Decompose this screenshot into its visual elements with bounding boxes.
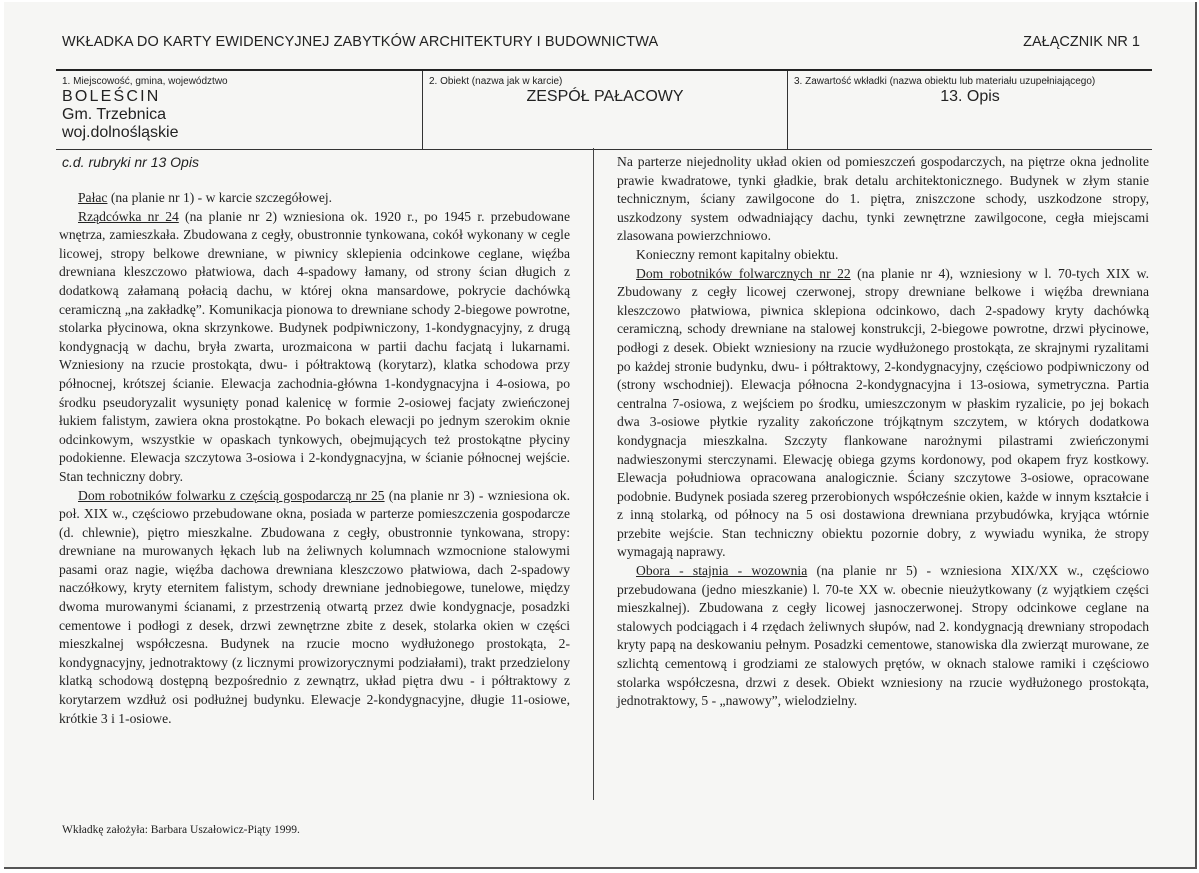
paragraph-workers-house-25 (59, 487, 570, 729)
form-title: WKŁADKA DO KARTY EWIDENCYJNEJ ZABYTKÓW ARCHITEKTURY I BUDOWNICTWA (62, 34, 659, 50)
paragraph-barn (617, 562, 1149, 711)
right-column (617, 153, 1149, 711)
town-name: BOLEŚCIN (62, 88, 161, 105)
continuation-note: c.d. rubryki nr 13 Opis (62, 154, 199, 170)
location-label: 1. Miejscowość, gmina, województwo (62, 76, 228, 87)
paragraph-palace (59, 189, 570, 208)
paragraph-continuation: Na parterze niejednolity układ okien od pomieszczeń gospodarczych, na piętrze okna jednolite prawie kwadratowe, tynki gładkie, brak detalu architektonicznego. Budynek w złym stanie technicznym, ściany zawilgocone do 1. piętra, zniszczone schody, uszkodzone stropy, uszkodzony system odwadniający dachu, tynki zewnętrzne zawilgocone, cegła miejscami zlasowana powierzchniowo. (617, 154, 1149, 244)
author-note: Wkładkę założyła: Barbara Uszałowicz-Piąty 1999. (62, 824, 300, 836)
annex-number: ZAŁĄCZNIK NR 1 (1023, 34, 1140, 50)
left-column (59, 189, 570, 728)
object-label: 2. Obiekt (nazwa jak w karcie) (429, 76, 563, 87)
content-field (787, 71, 1152, 149)
paragraph-text: (na planie nr 2) wzniesiona ok. 1920 r., po 1945 r. przebudowane wnętrza, zamieszkała. Zbudowana z cegły, obustronnie tynkowana, cokół wykonany w cegle licowej, stropy belkowe drewniane, w piwnicy sklepienia odcinkowe ceglane, więźba drewniana kleszczowo płatwiowa, dach 4-spadowy łamany, od strony ścian długich z dodatkową załamaną połacią dachu, w której okna mansardowe, pokrycie dachówką ceramiczną „na zakładkę”. Komunikacja pionowa to drewniane schody 2-biegowe powrotne, stolarka płycinowa, okna skrzynkowe. Budynek podpiwniczony, 1-kondygnacyjny, z drugą kondygnacją w dachu, bryła zwarta, urozmaicona w partii dachu facjatą i lukarnami. Wzniesiony na rzucie prostokąta, dwu- i półtraktową (korytarz), klatka schodowa przy północnej, krótszej ścianie. Elewacja zachodnia-główna 1-kondygnacyjna i 4-osiowa, po środku pseudoryzalit wysunięty ponad kalenicę w formie 2-osiowej facjaty zwieńczonej łukiem falistym, zawiera okna prostokątne. Po bokach elewacji po jednym szerokim oknie odcinkowym, wszystkie w opaskach tynkowych, obejmujących też prostokątne płyciny podokienne. Elewacja szczytowa 3-osiowa i 2-kondygnacyjna, w ścianie północnej wejście. Stan techniczny dobry. (59, 208, 571, 484)
header-fields (56, 69, 1152, 150)
paragraph-title: Pałac (78, 190, 108, 205)
column-divider (593, 148, 594, 800)
paragraph-title: Rządcówka nr 24 (78, 208, 179, 224)
location-field (56, 71, 422, 149)
content-value: 13. Opis (940, 88, 1000, 105)
content-label: 3. Zawartość wkładki (nazwa obiektu lub materiału uzupełniającego) (794, 76, 1096, 87)
object-field (422, 71, 787, 149)
commune-name: Gm. Trzebnica (62, 106, 167, 123)
paragraph-text: (na planie nr 1) - w karcie szczegółowej. (107, 190, 333, 205)
paragraph-title: Dom robotników folwarku z częścią gospodarczą nr 25 (78, 487, 385, 503)
object-name: ZESPÓŁ PAŁACOWY (526, 88, 684, 105)
paragraph-title: Obora - stajnia - wozownia (636, 563, 808, 579)
voivodeship-name: woj.dolnośląskie (62, 124, 179, 141)
insert-card (4, 2, 1197, 869)
paragraph-repair-note: Konieczny remont kapitalny obiektu. (636, 246, 839, 262)
paragraph-steward-house (59, 208, 570, 487)
paragraph-text: (na planie nr 3) - wzniesiona ok. poł. XIX w., częściowo przebudowane okna, posiada w parterze pomieszczenia gospodarcze (d. chlewnie), piętro mieszkalne. Zbudowana z cegły, obustronnie tynkowana, stropy: drewniane na murowanych łękach lub na żeliwnych kolumnach wzmocnione stalowymi pasami oraz nagie, więźba dachowa drewniana kleszczowo płatwiowa, dach 2-spadowy naczółkowy, kryty eternitem falistym, schody drewniane jednobiegowe, tunelowe, między dwoma murowanymi ścianami, z przestrzenią otwartą przez dwie kondygnacje, posadzki cementowe i podłogi z desek, drzwi zewnętrzne zbite z desek, stolarka okien w części mieszkalnej współczesna. Budynek na rzucie mocno wydłużonego prostokąta, 2-kondygnacyjny, jednotraktowy (z licznymi prowizorycznymi podziałami), trakt przedzielony klatką schodową dostępną bezpośrednio z zewnątrz, układ piętra dwu - i półtraktowy z korytarzem wzdłuż osi podłużnej budynku. Elewacje 2-kondygnacyjne, długie 11-osiowe, krótkie 3 i 1-osiowe. (59, 487, 570, 726)
paragraph-text: (na planie nr 4), wzniesiony w l. 70-tych XIX w. Zbudowany z cegły licowej czerwonej, stropy drewniane belkowe i więźba drewniana kleszczowo płatwiowa, piwnica sklepiona odcinkowo, dach 2-spadowy kryty dachówką ceramiczną, schody drewniane na stalowej konstrukcji, 2-biegowe powrotne, drzwi płycinowe, podłogi z desek. Obiekt wzniesiony na rzucie wydłużonego prostokąta, ze skrajnymi ryzalitami po każdej stronie budynku, dwu- i półtraktowy, 2-kondygnacyjny, częściowo podpiwniczony od (strony wschodniej). Elewacja północna 2-kondygnacyjna i 13-osiowa, symetryczna. Partia centralna 7-osiowa, z wejściem po środku, umieszczonym w płaskim ryzalicie, po jej bokach dwa 3-osiowe płytkie ryzality zakończone trójkątnym szczytem, w których dodatkowa kondygnacja mieszkalna. Szczyty flankowane narożnymi pilastrami zwieńczonymi nadwieszonymi sterczynami. Elewację obiega gzyms kordonowy, pod okapem fryz kostkowy. Elewacja południowa opracowana analogicznie. Ściany szczytowe 3-osiowe, opracowane podobnie. Budynek posiada szereg przerobionych współcześnie okien, każde w innym kształcie i z inną stolarką, od północy na 5 osi dostawiona drewniana przybudówka, kryjąca wtórnie przebite wejście. Stan techniczny obiektu pozornie dobry, z wywiadu wynika, że stropy wymagają naprawy. (617, 265, 1149, 560)
paragraph-title: Dom robotników folwarcznych nr 22 (636, 265, 851, 281)
paragraph-text: (na planie nr 5) - wzniesiona XIX/XX w., częściowo przebudowana (jedno mieszkanie) l. 70-te XX w. obecnie nieużytkowany (z wyjątkiem części mieszkalnej). Zbudowana z cegły licowej jasnoczerwonej. Stropy odcinkowe ceglane na stalowych podciągach i 4 rzędach żeliwnych słupów, nad 2. kondygnacją drewniany stropodach kryty papą na deskowaniu pełnym. Posadzki cementowe, stanowiska dla zwierząt murowane, ze szlichtą cementową i grodziami ze stalowych prętów, w oknach stalowe ramiki i częściowo stolarka współczesna, drzwi z desek. Obiekt wzniesiony na rzucie wydłużonego prostokąta, jednotraktowy, 5 - „nawowy”, wielodzielny. (617, 563, 1149, 709)
paragraph-workers-house-22 (617, 265, 1149, 563)
